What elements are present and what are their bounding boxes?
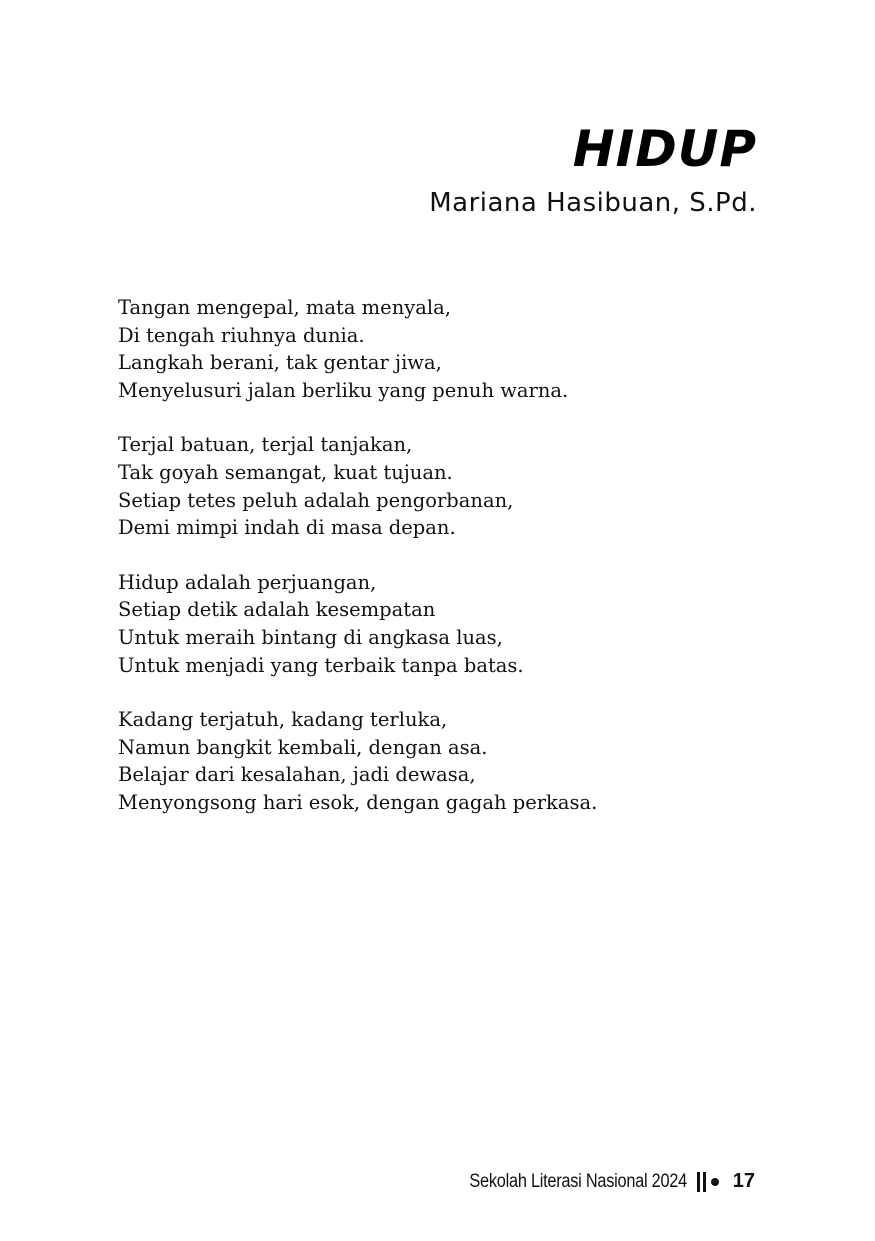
poem-line: Setiap detik adalah kesempatan xyxy=(118,598,436,622)
poem-line: Kadang terjatuh, kadang terluka, xyxy=(118,708,448,732)
footer-separator-icon xyxy=(697,1172,719,1192)
poem-line: Menyelusuri jalan berliku yang penuh warna. xyxy=(118,378,569,402)
separator-bar xyxy=(703,1172,706,1192)
separator-bar xyxy=(697,1172,700,1192)
page-footer xyxy=(434,1170,755,1193)
stanza xyxy=(118,294,758,404)
poem-line: Setiap tetes peluh adalah pengorbanan, xyxy=(118,488,514,512)
publication-name: Sekolah Literasi Nasional 2024 xyxy=(469,1170,687,1192)
poem-line: Untuk menjadi yang terbaik tanpa batas. xyxy=(118,653,524,677)
poem-author: Mariana Hasibuan, S.Pd. xyxy=(429,188,757,218)
poem-line: Menyongsong hari esok, dengan gagah perkasa. xyxy=(118,790,598,814)
stanza xyxy=(118,431,758,541)
poem-body xyxy=(118,294,758,844)
poem-line: Di tengah riuhnya dunia. xyxy=(118,323,365,347)
poem-line: Demi mimpi indah di masa depan. xyxy=(118,516,456,540)
poem-line: Tak goyah semangat, kuat tujuan. xyxy=(118,460,453,484)
separator-dot xyxy=(711,1178,719,1186)
stanza xyxy=(118,569,758,679)
poem-line: Namun bangkit kembali, dengan asa. xyxy=(118,735,488,759)
poem-line: Terjal batuan, terjal tanjakan, xyxy=(118,433,413,457)
poem-line: Hidup adalah perjuangan, xyxy=(118,570,377,594)
poem-line: Untuk meraih bintang di angkasa luas, xyxy=(118,625,503,649)
poem-line: Belajar dari kesalahan, jadi dewasa, xyxy=(118,763,476,787)
poem-line: Langkah berani, tak gentar jiwa, xyxy=(118,351,442,375)
stanza xyxy=(118,706,758,816)
poem-line: Tangan mengepal, mata menyala, xyxy=(118,296,451,319)
poem-title: HIDUP xyxy=(572,120,757,178)
page-number: 17 xyxy=(732,1170,755,1192)
